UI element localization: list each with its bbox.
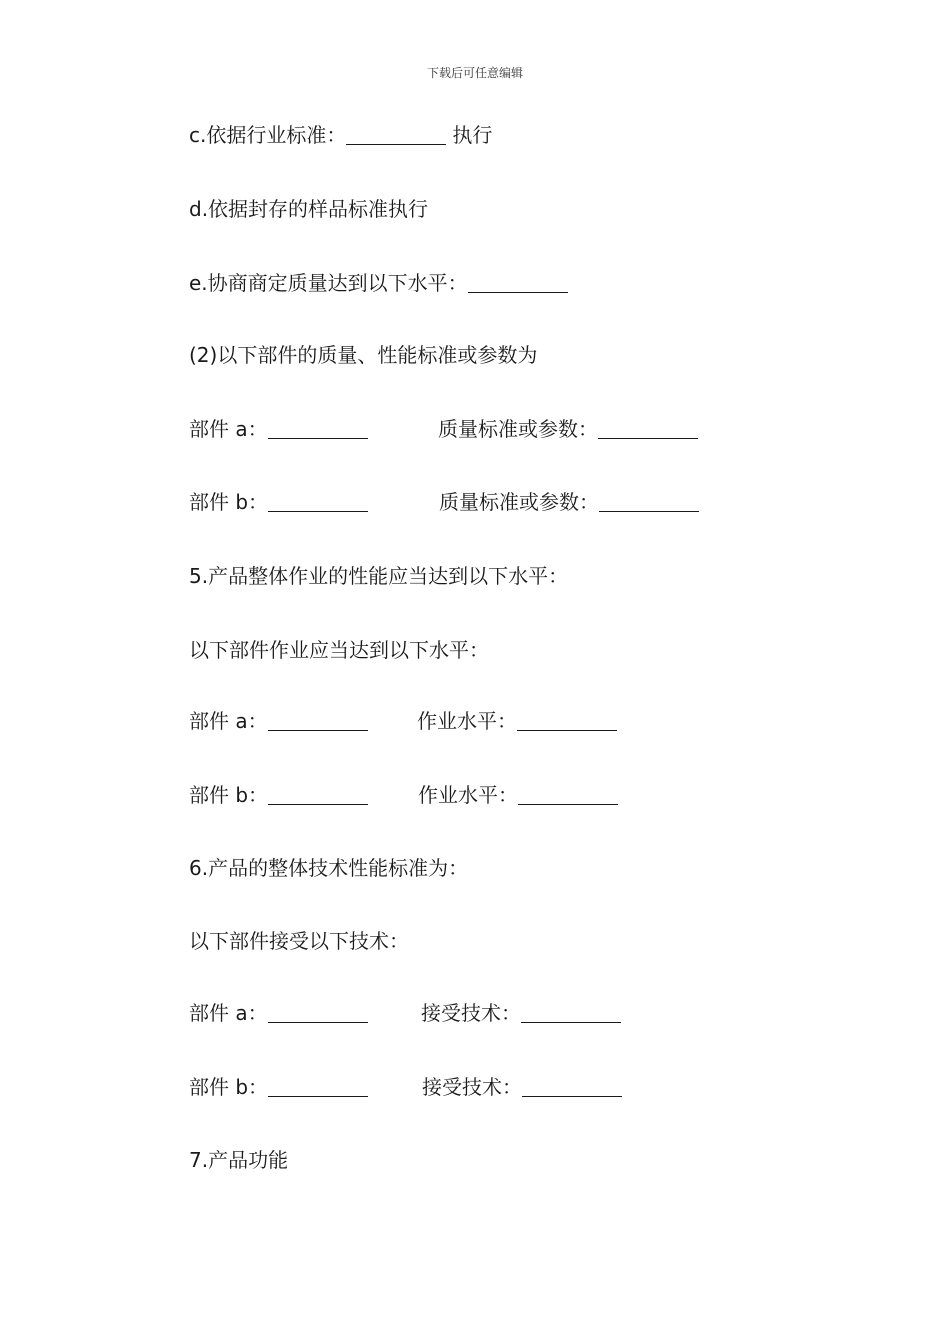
- part-a-label: 部件 a：: [189, 1001, 268, 1025]
- part-a-work-level-group: [417, 706, 617, 736]
- quality-param-label: 质量标准或参数：: [439, 490, 599, 514]
- page-header: 下载后可任意编辑: [426, 66, 523, 80]
- part-b-quality-label-group: [189, 487, 368, 517]
- line-c-prefix: c.依据行业标准：: [189, 123, 347, 147]
- section-5-heading: 5.产品整体作业的性能应当达到以下水平：: [189, 564, 569, 588]
- part-a-tech-blank[interactable]: [521, 1002, 621, 1023]
- section-7-heading: 7.产品功能: [189, 1148, 289, 1172]
- accepted-tech-label: 接受技术：: [422, 1075, 522, 1099]
- part-b-label: 部件 b：: [189, 490, 269, 514]
- part-a-quality-param-group: [438, 414, 698, 444]
- part-a-label: 部件 a：: [189, 709, 268, 733]
- part-a-name-blank[interactable]: [268, 1002, 368, 1023]
- quality-param-label: 质量标准或参数：: [438, 417, 598, 441]
- line-e-negotiated-quality: [189, 268, 568, 298]
- part-a-work-label-group: [189, 706, 368, 736]
- part-a-work-level-blank[interactable]: [517, 710, 617, 731]
- part-b-quality-param-blank[interactable]: [599, 491, 699, 512]
- part-a-label: 部件 a：: [189, 417, 268, 441]
- part-b-name-blank[interactable]: [268, 1076, 368, 1097]
- part-b-name-blank[interactable]: [268, 491, 368, 512]
- part-a-quality-label-group: [189, 414, 368, 444]
- parts-performance-intro: 以下部件作业应当达到以下水平：: [189, 638, 489, 662]
- part-b-work-label-group: [189, 780, 368, 810]
- part-a-tech-group: [421, 998, 621, 1028]
- line-e-prefix: e.协商商定质量达到以下水平：: [189, 271, 468, 295]
- part-b-name-blank[interactable]: [268, 784, 368, 805]
- section-2-heading: (2)以下部件的质量、性能标准或参数为: [189, 343, 538, 367]
- part-b-label: 部件 b：: [189, 783, 269, 807]
- part-b-work-level-blank[interactable]: [518, 784, 618, 805]
- part-b-label: 部件 b：: [189, 1075, 269, 1099]
- line-c-industry-standard: [189, 120, 492, 150]
- part-b-tech-blank[interactable]: [522, 1076, 622, 1097]
- industry-standard-blank[interactable]: [346, 124, 446, 145]
- line-c-suffix: 执行: [452, 123, 493, 147]
- part-a-tech-label-group: [189, 998, 368, 1028]
- section-6-heading: 6.产品的整体技术性能标准为：: [189, 856, 469, 880]
- part-b-work-level-group: [418, 780, 618, 810]
- part-b-quality-param-group: [439, 487, 699, 517]
- part-b-tech-label-group: [189, 1072, 368, 1102]
- work-level-label: 作业水平：: [417, 709, 517, 733]
- negotiated-quality-blank[interactable]: [468, 272, 568, 293]
- part-a-quality-param-blank[interactable]: [598, 418, 698, 439]
- part-b-tech-group: [422, 1072, 622, 1102]
- line-d-sample-standard: d.依据封存的样品标准执行: [189, 197, 429, 221]
- part-a-name-blank[interactable]: [268, 710, 368, 731]
- work-level-label: 作业水平：: [418, 783, 518, 807]
- accepted-tech-label: 接受技术：: [421, 1001, 521, 1025]
- parts-technology-intro: 以下部件接受以下技术：: [189, 929, 409, 953]
- part-a-name-blank[interactable]: [268, 418, 368, 439]
